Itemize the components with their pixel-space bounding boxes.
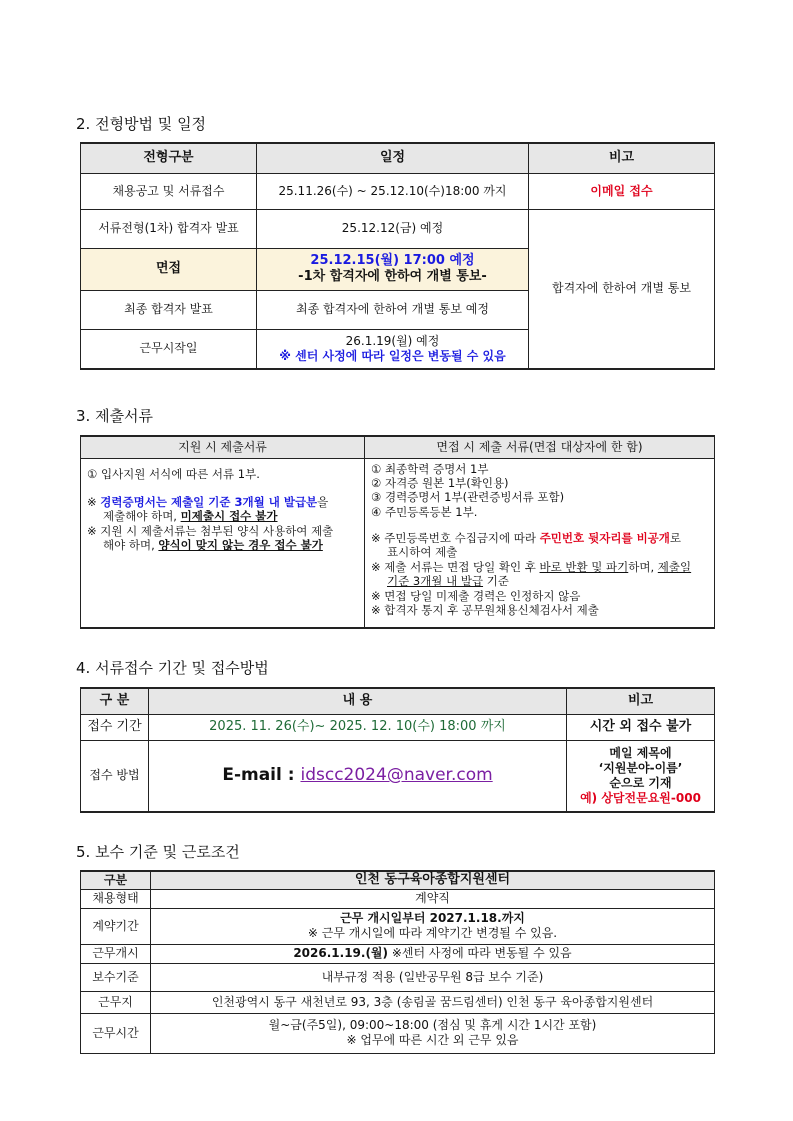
table-row — [81, 889, 715, 908]
merged-note-cell: 합격자에 한하여 개별 통보 — [529, 209, 715, 369]
cell: 접수 기간 — [81, 714, 149, 740]
header-content: 내 용 — [149, 688, 567, 714]
table-row — [81, 209, 715, 248]
text: ※ 주민등록번호 수집금지에 따라 — [371, 531, 540, 545]
text: 미제출시 접수 불가 — [180, 509, 278, 524]
text: 하며, — [628, 559, 658, 574]
text: 메일 제목에 — [609, 745, 672, 760]
table-row — [81, 740, 715, 812]
cell: 시간 외 접수 불가 — [567, 714, 715, 740]
cell: 서류전형(1차) 합격자 발표 — [81, 209, 257, 248]
text: 근무 개시일부터 2027.1.18.까지 — [340, 911, 525, 925]
text: ※ 제출 서류는 면접 당일 확인 후 — [371, 559, 540, 574]
cell: 근무시간 — [81, 1013, 151, 1053]
text: 기준 3개월 내 발급 — [387, 574, 484, 589]
table-row — [81, 991, 715, 1013]
header-note: 비고 — [529, 143, 715, 173]
cell: 25.12.12(금) 예정 — [257, 209, 529, 248]
text: 월~금(주5일), 09:00~18:00 (점심 및 휴게 시간 1시간 포함) — [268, 1018, 597, 1032]
text: 기준 — [483, 574, 509, 589]
text: 2026.1.19.(월) — [293, 946, 389, 960]
start-date-cell — [257, 329, 529, 369]
email-link[interactable]: idscc2024@naver.com — [300, 765, 493, 786]
header-interview-docs: 면접 시 제출 서류(면접 대상자에 한 함) — [365, 436, 715, 458]
text: 제출해야 하며, — [103, 509, 181, 524]
header-center: 인천 동구육아종합지원센터 — [151, 871, 715, 889]
section2-heading: 2. 전형방법 및 일정 — [76, 115, 207, 133]
schedule-table — [80, 142, 715, 370]
text: 예) 상담전문요원-000 — [580, 790, 701, 805]
text: 을 — [317, 494, 329, 509]
header-category: 구 분 — [81, 688, 149, 714]
cell: 근무지 — [81, 991, 151, 1013]
cell: 최종 합격자에 한하여 개별 통보 예정 — [257, 290, 529, 329]
apply-doc-item: ① 입사지원 서식에 따른 서류 1부. — [87, 466, 260, 481]
text: ‘지원분야-이름’ — [598, 760, 683, 775]
apply-doc-note: ※ 지원 시 제출서류는 첨부된 양식 사용하여 제출 — [87, 523, 334, 538]
cell: 채용공고 및 서류접수 — [81, 173, 257, 209]
interview-date: 25.12.15(월) 17:00 예정 — [310, 252, 475, 268]
text: 순으로 기재 — [609, 775, 672, 790]
table-row — [81, 714, 715, 740]
cell: 접수 방법 — [81, 740, 149, 812]
conditions-table — [80, 870, 715, 1054]
interview-cell: 면접 — [81, 248, 257, 290]
text: ※ 업무에 따른 시간 외 근무 있음 — [346, 1033, 519, 1047]
cell: 25.11.26(수) ~ 25.12.10(수)18:00 까지 — [257, 173, 529, 209]
cell: 최종 합격자 발표 — [81, 290, 257, 329]
text: 양식이 맞지 않는 경우 접수 불가 — [158, 538, 323, 552]
interview-doc-item: ① 최종학력 증명서 1부 — [371, 461, 489, 476]
table-row — [81, 173, 715, 209]
text: 주민번호 뒷자리를 비공개 — [539, 531, 670, 545]
cell: 보수기준 — [81, 963, 151, 991]
text: ※ 근무 개시일에 따라 계약기간 변경될 수 있음. — [307, 926, 558, 940]
table-row — [81, 908, 715, 944]
text: 제출일 — [657, 559, 692, 574]
application-period: 2025. 11. 26(수)~ 2025. 12. 10(수) 18:00 까지 — [149, 714, 567, 740]
interview-notice: -1차 합격자에 한하여 개별 통보- — [298, 269, 487, 284]
text: 표시하여 제출 — [387, 545, 458, 560]
text: 해야 하며, — [103, 538, 159, 552]
table-row — [81, 944, 715, 963]
interview-doc-item: ② 자격증 원본 1부(확인용) — [371, 475, 509, 490]
cell: 계약기간 — [81, 908, 151, 944]
mail-subject-note — [567, 740, 715, 812]
header-apply-docs: 지원 시 제출서류 — [81, 436, 365, 458]
interview-schedule — [257, 248, 529, 290]
header-category: 구분 — [81, 871, 151, 889]
text: 바로 반환 및 파기 — [539, 559, 629, 574]
header-schedule: 일정 — [257, 143, 529, 173]
table-row — [81, 1013, 715, 1053]
interview-doc-item: ③ 경력증명서 1부(관련증빙서류 포함) — [371, 490, 565, 505]
cell: 근무시작일 — [81, 329, 257, 369]
text: ※ — [87, 494, 101, 509]
cell: 채용형태 — [81, 889, 151, 908]
email-label: E-mail : — [222, 765, 301, 786]
interview-doc-note: ※ 면접 당일 미제출 경력은 인정하지 않음 — [371, 588, 581, 603]
text: ※센터 사정에 따라 변동될 수 있음 — [388, 946, 572, 960]
interview-doc-note: ※ 합격자 통지 후 공무원채용신체검사서 제출 — [371, 602, 599, 617]
start-date-note: ※ 센터 사정에 따라 일정은 변동될 수 있음 — [279, 348, 506, 363]
cell: 인천광역시 동구 새천년로 93, 3층 (송림골 꿈드림센터) 인천 동구 육아종합지원센터 — [151, 991, 715, 1013]
cell: 내부규정 적용 (일반공무원 8급 보수 기준) — [151, 963, 715, 991]
apply-docs-cell — [81, 458, 365, 628]
header-note: 비고 — [567, 688, 715, 714]
header-type: 전형구분 — [81, 143, 257, 173]
documents-table — [80, 435, 715, 629]
section4-heading: 4. 서류접수 기간 및 접수방법 — [76, 659, 269, 677]
interview-doc-item: ④ 주민등록등본 1부. — [371, 504, 478, 519]
text: 경력증명서는 제출일 기준 3개월 내 발급분 — [100, 494, 318, 509]
section3-heading: 3. 제출서류 — [76, 407, 154, 425]
table-row — [81, 963, 715, 991]
cell: 계약직 — [151, 889, 715, 908]
interview-docs-cell — [365, 458, 715, 628]
email-application-note: 이메일 접수 — [529, 173, 715, 209]
start-date: 26.1.19(월) 예정 — [345, 333, 440, 348]
text: 로 — [669, 531, 682, 545]
section5-heading: 5. 보수 기준 및 근로조건 — [76, 843, 240, 861]
cell: 근무개시 — [81, 944, 151, 963]
application-table — [80, 687, 715, 813]
